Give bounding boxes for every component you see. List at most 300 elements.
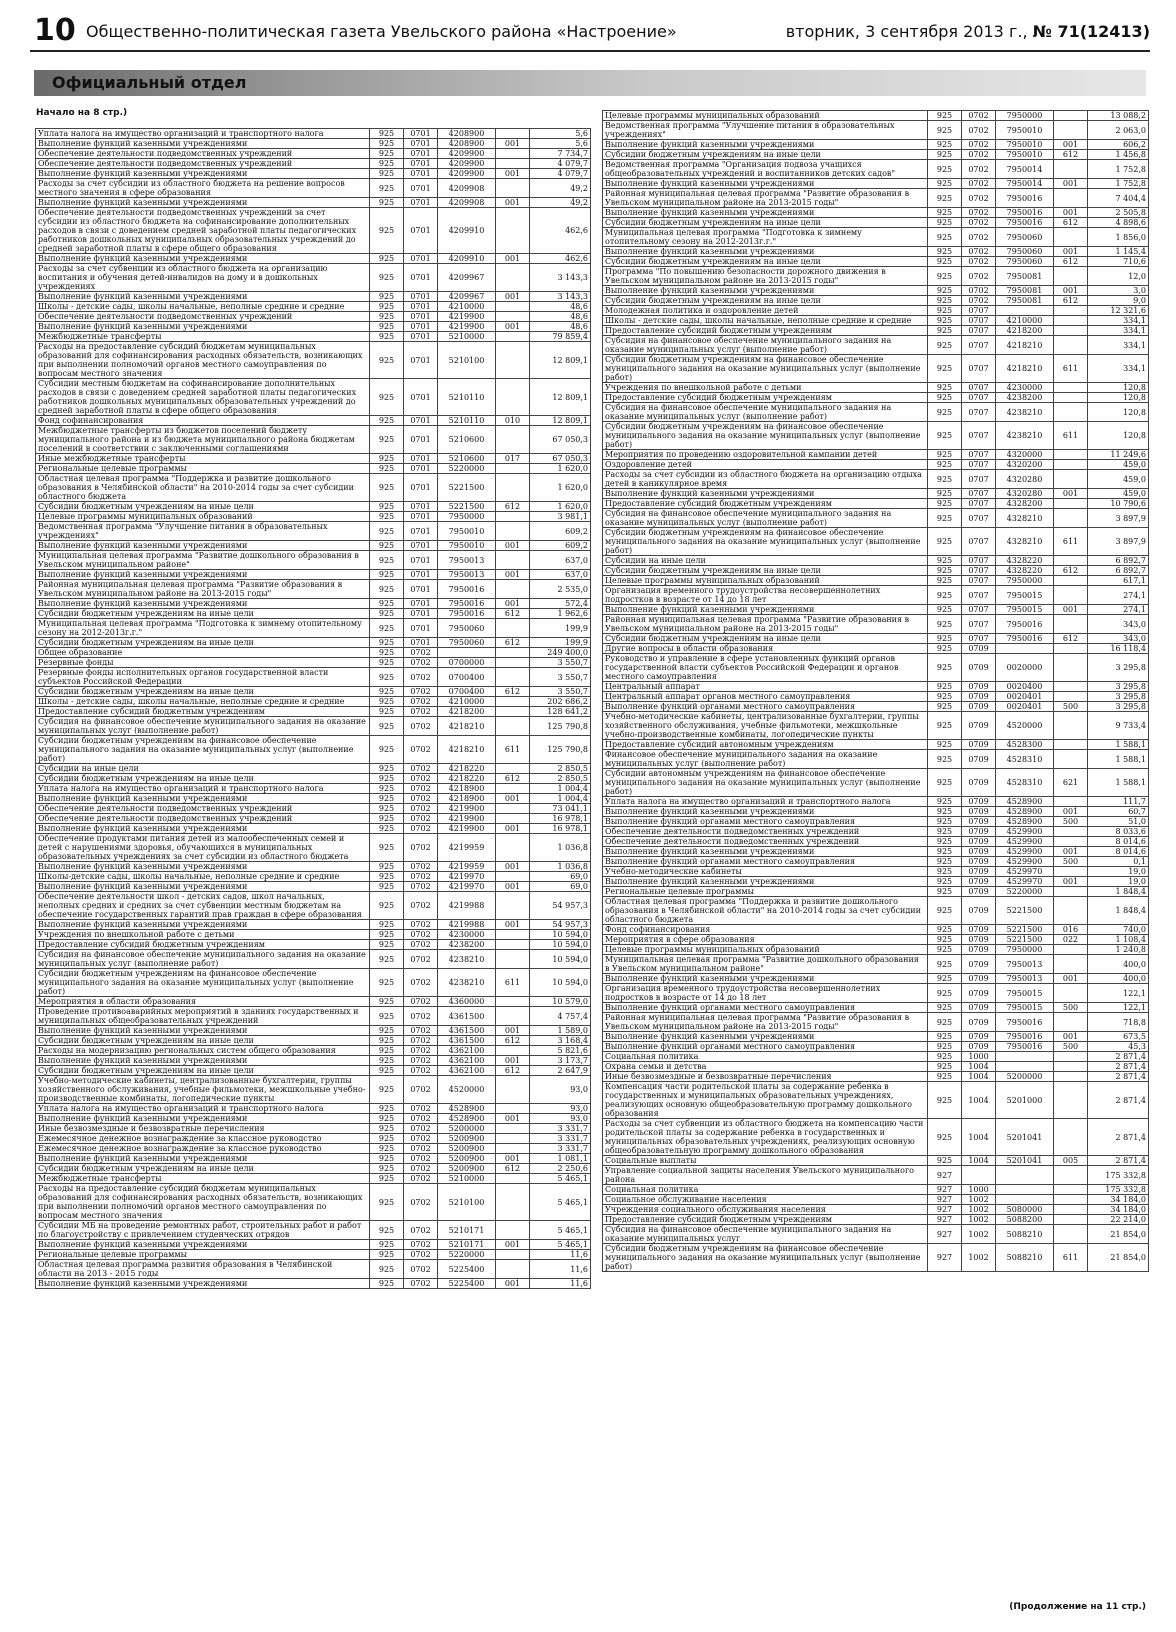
row-name-cell: Обеспечение деятельности подведомственных учреждений (603, 837, 928, 847)
target-code-cell: 5221500 (996, 925, 1054, 935)
section-code-cell: 0702 (404, 1154, 438, 1164)
section-code-cell: 0709 (962, 644, 996, 654)
section-code-cell: 1000 (962, 1052, 996, 1062)
table-row (36, 930, 591, 940)
section-code-cell: 0709 (962, 807, 996, 817)
ved-code-cell: 925 (928, 267, 962, 286)
row-name-cell: Субсидия на финансовое обеспечение муниципального задания на оказание муниципальных услуг (выполнение работ) (603, 403, 928, 422)
ved-code-cell: 925 (928, 470, 962, 489)
table-row (36, 570, 591, 580)
amount-cell: 4 898,6 (1088, 218, 1149, 228)
expense-type-cell (496, 1174, 530, 1184)
expense-type-cell: 612 (496, 502, 530, 512)
table-row (603, 150, 1149, 160)
ved-code-cell: 925 (928, 403, 962, 422)
amount-cell: 334,1 (1088, 355, 1149, 383)
target-code-cell: 7950010 (438, 522, 496, 541)
table-row (603, 1215, 1149, 1225)
target-code-cell (438, 648, 496, 658)
target-code-cell: 7950060 (996, 247, 1054, 257)
target-code-cell: 4210000 (438, 697, 496, 707)
amount-cell: 1 004,4 (530, 794, 591, 804)
table-row (603, 797, 1149, 807)
row-name-cell: Расходы за счет субсидии из областного бюджета на организацию отдыха детей в каникулярное время (603, 470, 928, 489)
row-name-cell: Иные безвозмездные и безвозвратные перечисления (603, 1072, 928, 1082)
row-name-cell: Выполнение функций казенными учреждениями (603, 489, 928, 499)
table-row (36, 609, 591, 619)
target-code-cell (996, 1062, 1054, 1072)
section-code-cell: 0707 (962, 634, 996, 644)
expense-type-cell (1054, 556, 1088, 566)
row-name-cell: Иные безвозмездные и безвозвратные перечисления (36, 1124, 370, 1134)
section-code-cell: 0702 (962, 247, 996, 257)
target-code-cell: 4328220 (996, 566, 1054, 576)
table-row (603, 267, 1149, 286)
expense-type-cell: 001 (496, 169, 530, 179)
amount-cell: 34 184,0 (1088, 1195, 1149, 1205)
ved-code-cell: 925 (370, 1026, 404, 1036)
section-code-cell: 0702 (962, 296, 996, 306)
section-code-cell: 0702 (404, 1164, 438, 1174)
amount-cell: 1 588,1 (1088, 740, 1149, 750)
expense-type-cell: 612 (496, 1066, 530, 1076)
amount-cell: 274,1 (1088, 605, 1149, 615)
table-row (36, 1026, 591, 1036)
amount-cell: 1 036,8 (530, 834, 591, 862)
row-name-cell: Центральный аппарат органов местного самоуправления (603, 692, 928, 702)
ved-code-cell: 925 (370, 426, 404, 454)
row-name-cell: Социальное обслуживание населения (603, 1195, 928, 1205)
expense-type-cell (1054, 160, 1088, 179)
section-code-cell: 0702 (404, 930, 438, 940)
target-code-cell: 5210600 (438, 454, 496, 464)
target-code-cell: 7950000 (996, 576, 1054, 586)
amount-cell: 459,0 (1088, 489, 1149, 499)
target-code-cell: 0020401 (996, 692, 1054, 702)
table-row (603, 974, 1149, 984)
amount-cell: 710,6 (1088, 257, 1149, 267)
ved-code-cell: 925 (928, 460, 962, 470)
ved-code-cell: 925 (370, 697, 404, 707)
expense-type-cell: 010 (496, 416, 530, 426)
amount-cell: 3 295,8 (1088, 692, 1149, 702)
ved-code-cell: 927 (928, 1225, 962, 1244)
expense-type-cell: 001 (496, 322, 530, 332)
ved-code-cell: 925 (928, 897, 962, 925)
row-name-cell: Выполнение функций казенными учреждениями (36, 1279, 370, 1289)
expense-type-cell: 001 (496, 882, 530, 892)
amount-cell: 3 981,1 (530, 512, 591, 522)
row-name-cell: Выполнение функций казенными учреждениями (603, 247, 928, 257)
ved-code-cell: 925 (928, 837, 962, 847)
expense-type-cell: 612 (1054, 257, 1088, 267)
table-row (603, 1082, 1149, 1119)
section-code-cell: 0702 (404, 1174, 438, 1184)
target-code-cell: 4230000 (438, 930, 496, 940)
table-row (36, 1124, 591, 1134)
target-code-cell: 4210000 (438, 302, 496, 312)
target-code-cell: 4238210 (996, 403, 1054, 422)
expense-type-cell: 001 (1054, 847, 1088, 857)
section-code-cell: 0707 (962, 422, 996, 450)
amount-cell: 3 295,8 (1088, 654, 1149, 682)
amount-cell: 60,7 (1088, 807, 1149, 817)
row-name-cell: Субсидии бюджетным учреждениям на иные цели (36, 609, 370, 619)
target-code-cell: 4219988 (438, 892, 496, 920)
section-code-cell: 0702 (404, 882, 438, 892)
amount-cell: 54 957,3 (530, 920, 591, 930)
ved-code-cell: 925 (928, 887, 962, 897)
table-row (603, 634, 1149, 644)
amount-cell: 7 404,4 (1088, 189, 1149, 208)
target-code-cell: 4209967 (438, 264, 496, 292)
amount-cell: 120,8 (1088, 383, 1149, 393)
expense-type-cell: 611 (1054, 1244, 1088, 1272)
section-code-cell: 0701 (404, 312, 438, 322)
target-code-cell: 4361500 (438, 1026, 496, 1036)
amount-cell: 49,2 (530, 179, 591, 198)
target-code-cell: 0020000 (996, 654, 1054, 682)
ved-code-cell: 925 (928, 218, 962, 228)
target-code-cell: 7950000 (996, 111, 1054, 121)
expense-type-cell (496, 312, 530, 322)
table-row (603, 121, 1149, 140)
table-row (603, 316, 1149, 326)
ved-code-cell: 925 (370, 834, 404, 862)
ved-code-cell: 925 (370, 1124, 404, 1134)
section-code-cell: 0702 (404, 707, 438, 717)
amount-cell: 122,1 (1088, 1003, 1149, 1013)
expense-type-cell (1054, 586, 1088, 605)
amount-cell: 334,1 (1088, 326, 1149, 336)
target-code-cell: 7950000 (996, 945, 1054, 955)
expense-type-cell: 001 (496, 1240, 530, 1250)
target-code-cell: 7950060 (996, 257, 1054, 267)
target-code-cell: 4528900 (996, 797, 1054, 807)
amount-cell: 400,0 (1088, 974, 1149, 984)
ved-code-cell: 925 (928, 422, 962, 450)
ved-code-cell: 925 (928, 316, 962, 326)
section-code-cell: 0701 (404, 638, 438, 648)
table-row (603, 140, 1149, 150)
row-name-cell: Целевые программы муниципальных образований (36, 512, 370, 522)
expense-type-cell: 001 (1054, 974, 1088, 984)
page-number: 10 (34, 13, 76, 48)
expense-type-cell (496, 997, 530, 1007)
ved-code-cell: 925 (370, 1250, 404, 1260)
amount-cell: 3 897,9 (1088, 509, 1149, 528)
target-code-cell: 7950013 (996, 955, 1054, 974)
row-name-cell: Выполнение функций казенными учреждениями (603, 1032, 928, 1042)
amount-cell: 93,0 (530, 1076, 591, 1104)
expense-type-cell: 001 (1054, 877, 1088, 887)
date-text: вторник, 3 сентября 2013 г., (785, 22, 1028, 41)
amount-cell: 2 871,4 (1088, 1119, 1149, 1156)
amount-cell: 334,1 (1088, 316, 1149, 326)
section-code-cell: 0707 (962, 383, 996, 393)
table-row (603, 218, 1149, 228)
expense-type-cell (496, 149, 530, 159)
amount-cell: 3 897,9 (1088, 528, 1149, 556)
ved-code-cell: 925 (928, 576, 962, 586)
expense-type-cell (1054, 306, 1088, 316)
row-name-cell: Выполнение функций казенными учреждениями (36, 882, 370, 892)
amount-cell: 5 821,6 (530, 1046, 591, 1056)
ved-code-cell: 925 (370, 920, 404, 930)
table-row (603, 586, 1149, 605)
amount-cell: 1 620,0 (530, 464, 591, 474)
table-row (603, 1042, 1149, 1052)
section-code-cell: 0702 (962, 267, 996, 286)
expense-type-cell: 612 (496, 687, 530, 697)
ved-code-cell: 925 (928, 286, 962, 296)
row-name-cell: Субсидии бюджетным учреждениям на иные цели (603, 634, 928, 644)
expense-type-cell (1054, 267, 1088, 286)
target-code-cell: 7950015 (996, 586, 1054, 605)
row-name-cell: Обеспечение деятельности подведомственных учреждений (36, 804, 370, 814)
table-row (36, 1134, 591, 1144)
table-row (36, 940, 591, 950)
ved-code-cell: 925 (928, 450, 962, 460)
ved-code-cell: 925 (370, 997, 404, 1007)
section-code-cell: 0709 (962, 955, 996, 974)
target-code-cell: 5210600 (438, 426, 496, 454)
row-name-cell: Субсидии на иные цели (36, 764, 370, 774)
target-code-cell: 4360000 (438, 997, 496, 1007)
section-code-cell: 0701 (404, 254, 438, 264)
section-code-cell: 0709 (962, 857, 996, 867)
issue-number: № 71(12413) (1032, 22, 1150, 41)
target-code-cell: 7950060 (438, 619, 496, 638)
ved-code-cell: 925 (928, 1013, 962, 1032)
row-name-cell: Выполнение функций казенными учреждениями (36, 824, 370, 834)
target-code-cell: 5200000 (996, 1072, 1054, 1082)
expense-type-cell (1054, 470, 1088, 489)
ved-code-cell: 925 (370, 1279, 404, 1289)
ved-code-cell: 925 (370, 551, 404, 570)
table-row (36, 502, 591, 512)
amount-cell: 2 871,4 (1088, 1052, 1149, 1062)
ved-code-cell: 925 (928, 807, 962, 817)
ved-code-cell: 925 (928, 877, 962, 887)
expense-type-cell (496, 1184, 530, 1221)
expense-type-cell (1054, 326, 1088, 336)
expense-type-cell: 005 (1054, 1156, 1088, 1166)
expense-type-cell (496, 1221, 530, 1240)
ved-code-cell: 925 (370, 302, 404, 312)
budget-table-right (602, 110, 1149, 1272)
table-row (603, 489, 1149, 499)
row-name-cell: Организация временного трудоустройства несовершеннолетних подростков в возрасте от 14 до 18 лет (603, 586, 928, 605)
target-code-cell: 4529900 (996, 847, 1054, 857)
table-row (603, 769, 1149, 797)
expense-type-cell: 001 (496, 824, 530, 834)
table-row (603, 692, 1149, 702)
table-row (603, 422, 1149, 450)
section-code-cell: 0702 (404, 774, 438, 784)
section-code-cell: 0702 (404, 969, 438, 997)
amount-cell: 11,6 (530, 1250, 591, 1260)
target-code-cell: 4218210 (996, 355, 1054, 383)
row-name-cell: Выполнение функций казенными учреждениями (603, 179, 928, 189)
target-code-cell: 4529970 (996, 877, 1054, 887)
amount-cell: 1 145,4 (1088, 247, 1149, 257)
section-code-cell: 0702 (404, 1260, 438, 1279)
ved-code-cell: 925 (370, 379, 404, 416)
table-row (36, 1250, 591, 1260)
target-code-cell: 5225400 (438, 1279, 496, 1289)
amount-cell: 69,0 (530, 872, 591, 882)
row-name-cell: Финансовое обеспечение муниципального задания на оказание муниципальных услуг (выполнение работ) (603, 750, 928, 769)
ved-code-cell: 925 (928, 644, 962, 654)
expense-type-cell (496, 764, 530, 774)
table-row (36, 1279, 591, 1289)
amount-cell: 1 240,8 (1088, 945, 1149, 955)
row-name-cell: Выполнение функций казенными учреждениями (36, 139, 370, 149)
section-code-cell: 0702 (404, 1104, 438, 1114)
expense-type-cell (496, 784, 530, 794)
ved-code-cell: 925 (370, 474, 404, 502)
expense-type-cell (496, 522, 530, 541)
table-row (603, 1166, 1149, 1185)
table-row (603, 460, 1149, 470)
target-code-cell: 4520000 (438, 1076, 496, 1104)
expense-type-cell (1054, 797, 1088, 807)
amount-cell: 2 871,4 (1088, 1082, 1149, 1119)
section-code-cell: 0709 (962, 797, 996, 807)
amount-cell: 3 143,3 (530, 292, 591, 302)
table-row (36, 1260, 591, 1279)
expense-type-cell: 001 (496, 139, 530, 149)
table-row (603, 1072, 1149, 1082)
expense-type-cell (496, 580, 530, 599)
expense-type-cell (496, 342, 530, 379)
ved-code-cell: 925 (370, 1174, 404, 1184)
amount-cell: 12 321,6 (1088, 306, 1149, 316)
target-code-cell: 4209900 (438, 169, 496, 179)
row-name-cell: Субсидии бюджетным учреждениям на иные цели (36, 638, 370, 648)
row-name-cell: Учреждения социального обслуживания населения (603, 1205, 928, 1215)
amount-cell: 12,0 (1088, 267, 1149, 286)
budget-table-left (35, 128, 591, 1289)
ved-code-cell: 925 (928, 925, 962, 935)
row-name-cell: Межбюджетные трансферты из бюджетов поселений бюджету муниципального района и из бюджета муниципального района бюджетам поселений в соответствии с заключенными соглашениями (36, 426, 370, 454)
table-row (603, 208, 1149, 218)
target-code-cell: 4528900 (996, 807, 1054, 817)
table-row (603, 644, 1149, 654)
row-name-cell: Предоставление субсидий бюджетным учреждениям (603, 326, 928, 336)
amount-cell: 3 550,7 (530, 687, 591, 697)
table-row (36, 474, 591, 502)
section-code-cell: 0709 (962, 935, 996, 945)
expense-type-cell (1054, 393, 1088, 403)
row-name-cell: Расходы на модернизацию региональных систем общего образования (36, 1046, 370, 1056)
amount-cell: 12 809,1 (530, 379, 591, 416)
row-name-cell: Субсидии бюджетным учреждениям на финансовое обеспечение муниципального задания на оказание муниципальных услуг (выполнение работ) (603, 422, 928, 450)
section-code-cell: 0702 (962, 111, 996, 121)
ved-code-cell: 925 (928, 974, 962, 984)
table-row (603, 925, 1149, 935)
amount-cell: 1 456,8 (1088, 150, 1149, 160)
row-name-cell: Расходы за счет субвенции из областного бюджета на компенсацию части родительской платы за содержание ребенка в государственных и муниципальных образовательных учреждениях, реализующих основную общеобразовательную программу дошкольного образования (603, 1119, 928, 1156)
target-code-cell: 4219970 (438, 872, 496, 882)
section-code-cell: 0702 (404, 717, 438, 736)
target-code-cell: 7950016 (996, 189, 1054, 208)
ved-code-cell: 925 (370, 872, 404, 882)
amount-cell: 48,6 (530, 302, 591, 312)
table-row (36, 322, 591, 332)
expense-type-cell (1054, 1185, 1088, 1195)
table-row (603, 470, 1149, 489)
expense-type-cell (1054, 1062, 1088, 1072)
amount-cell: 2 850,5 (530, 764, 591, 774)
expense-type-cell (496, 717, 530, 736)
ved-code-cell: 925 (928, 189, 962, 208)
section-code-cell: 0701 (404, 198, 438, 208)
expense-type-cell: 611 (1054, 355, 1088, 383)
amount-cell: 5 465,1 (530, 1221, 591, 1240)
amount-cell: 11,6 (530, 1260, 591, 1279)
target-code-cell: 7950016 (438, 580, 496, 599)
table-row (603, 1225, 1149, 1244)
row-name-cell: Выполнение функций казенными учреждениями (36, 541, 370, 551)
amount-cell: 21 854,0 (1088, 1244, 1149, 1272)
page-header (30, 14, 1150, 52)
table-row (603, 857, 1149, 867)
ved-code-cell: 925 (370, 292, 404, 302)
target-code-cell: 4320200 (996, 460, 1054, 470)
target-code-cell: 4218210 (438, 736, 496, 764)
amount-cell: 73 041,1 (530, 804, 591, 814)
amount-cell: 16 978,1 (530, 824, 591, 834)
section-code-cell: 0702 (404, 1046, 438, 1056)
row-name-cell: Субсидии МБ на проведение ремонтных работ, строительных работ и работ по благоустройству с привлечением студенческих отрядов (36, 1221, 370, 1240)
target-code-cell: 4218200 (996, 326, 1054, 336)
expense-type-cell (496, 464, 530, 474)
expense-type-cell: 500 (1054, 702, 1088, 712)
row-name-cell: Ведомственная программа "Улучшение питания в образовательных учреждениях" (603, 121, 928, 140)
expense-type-cell: 611 (1054, 422, 1088, 450)
table-row (603, 837, 1149, 847)
ved-code-cell: 925 (370, 784, 404, 794)
row-name-cell: Субсидия на финансовое обеспечение муниципального задания на оказание муниципальных услуг (603, 1225, 928, 1244)
row-name-cell: Региональные целевые программы (36, 464, 370, 474)
amount-cell: 3 143,3 (530, 264, 591, 292)
target-code-cell: 4520000 (996, 712, 1054, 740)
section-code-cell: 0709 (962, 769, 996, 797)
table-row (36, 512, 591, 522)
expense-type-cell (496, 668, 530, 687)
amount-cell: 5 465,1 (530, 1184, 591, 1221)
section-code-cell: 0709 (962, 837, 996, 847)
section-code-cell: 1004 (962, 1156, 996, 1166)
expense-type-cell (1054, 1215, 1088, 1225)
section-code-cell: 0707 (962, 556, 996, 566)
table-row (36, 551, 591, 570)
ved-code-cell: 927 (928, 1166, 962, 1185)
ved-code-cell: 925 (928, 228, 962, 247)
target-code-cell: 4208900 (438, 129, 496, 139)
ved-code-cell: 925 (370, 454, 404, 464)
target-code-cell: 7950016 (438, 609, 496, 619)
target-code-cell: 5201041 (996, 1156, 1054, 1166)
ved-code-cell: 925 (370, 774, 404, 784)
ved-code-cell: 925 (370, 198, 404, 208)
ved-code-cell: 925 (370, 619, 404, 638)
target-code-cell: 4209908 (438, 198, 496, 208)
ved-code-cell: 925 (370, 464, 404, 474)
amount-cell: 10 594,0 (530, 950, 591, 969)
